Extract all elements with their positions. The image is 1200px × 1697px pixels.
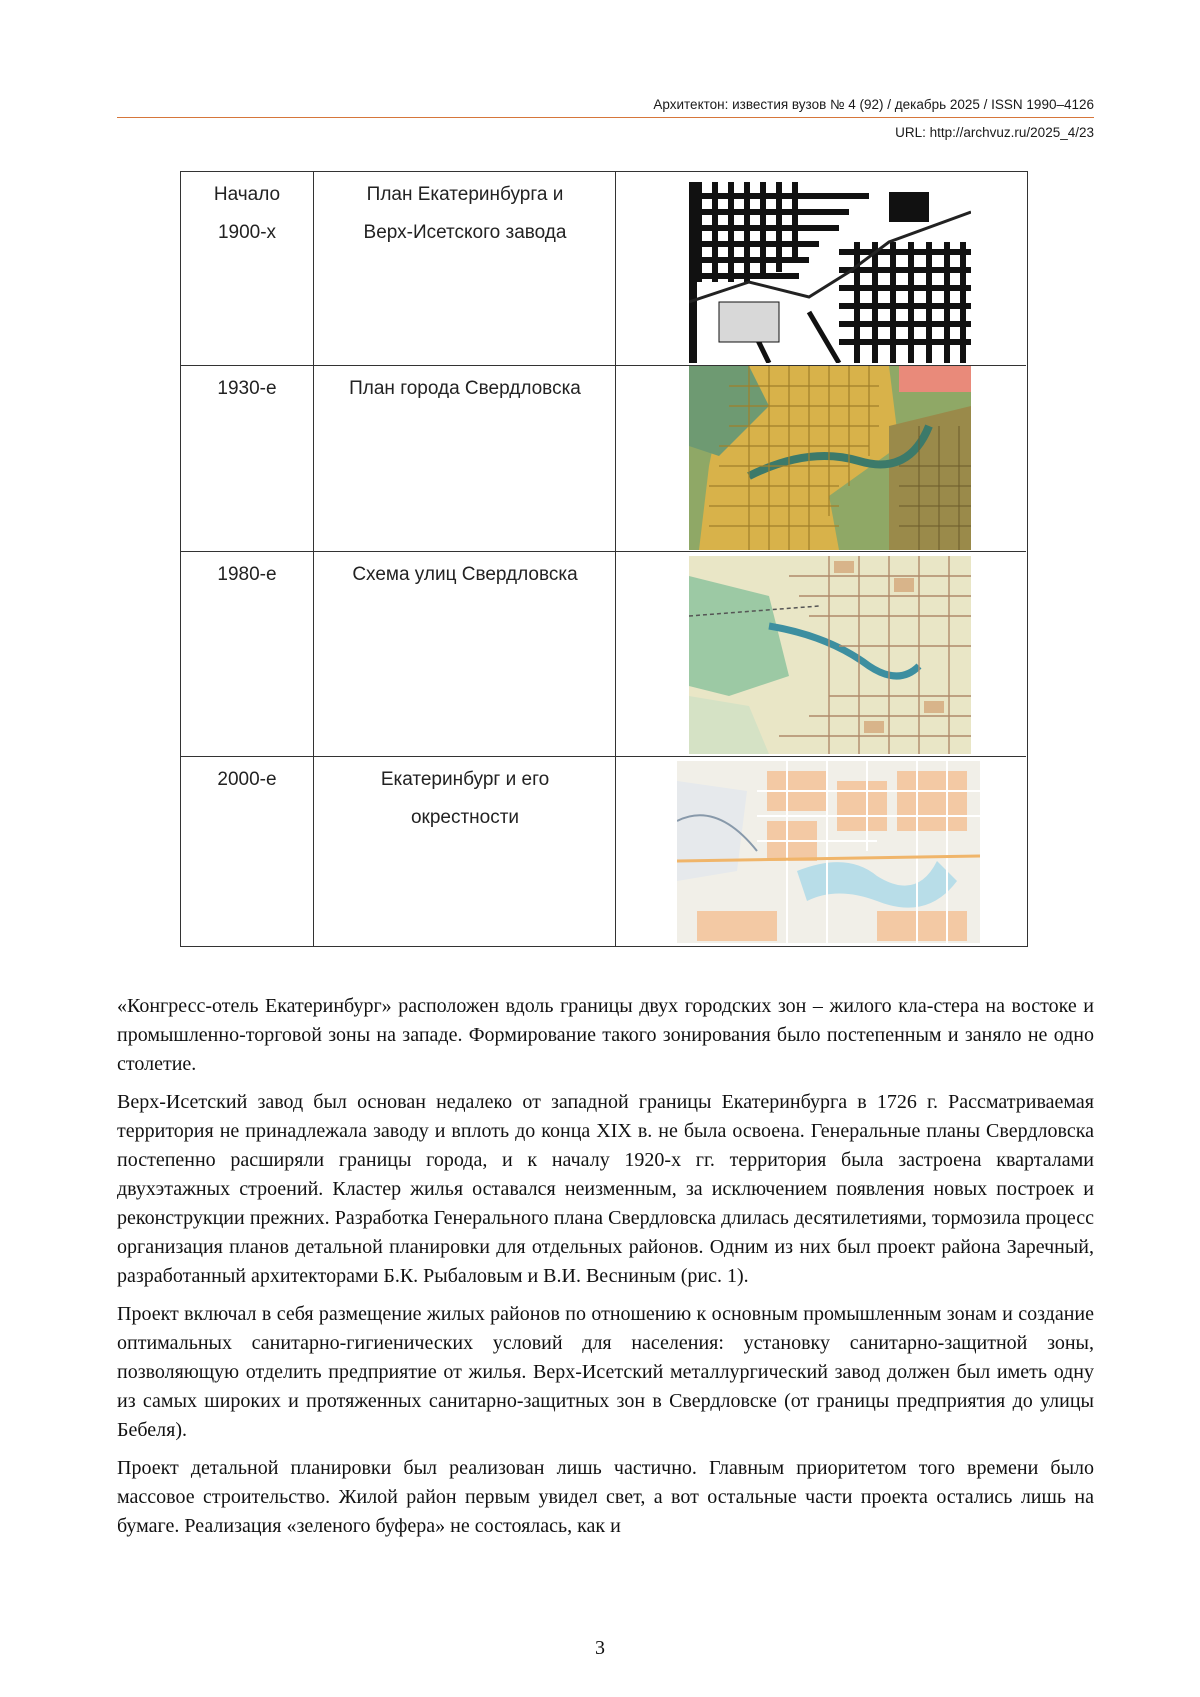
paragraph: Проект включал в себя размещение жилых районов по отношению к основным промышленным зонам и создание оптимальных санитарно-гигиенических условий для населения: установку санитарно-защитной зоны, позволяющую отделить предприятие от жилья. Верх-Исетский металлургический завод должен был иметь одну из самых широких и протяженных санитарно-защитных зон в Свердловске (от границы предприятия до улицы Бебеля). [117, 1303, 1094, 1441]
modern-city-map [677, 761, 980, 943]
map-title-cell: План Екатеринбурга и Верх-Исетского завода [363, 184, 567, 243]
table-row [181, 172, 1026, 366]
table-row [181, 552, 1026, 757]
article-body [117, 992, 1094, 1550]
map-title-cell: План города Свердловска [349, 378, 581, 399]
period-cell: Начало 1900-х [213, 184, 281, 243]
bw-city-plan-map [689, 182, 971, 363]
period-cell: 2000-е [217, 769, 277, 790]
running-header [117, 96, 1094, 142]
paragraph: Проект детальной планировки был реализован лишь частично. Главным приоритетом того времени было массовое строительство. Жилой район первым увидел свет, а вот остальные части проекта остались лишь на бумаге. Реализация «зеленого буфера» не состоялась, как и [117, 1457, 1094, 1537]
period-cell: 1930-е [217, 378, 277, 399]
header-rule [117, 117, 1094, 118]
table-row [181, 366, 1026, 552]
paragraph: Верх-Исетский завод был основан недалеко от западной границы Екатеринбурга в 1726 г. Рассматриваемая территория не принадлежала заводу и вплоть до конца XIX в. не была освоена. Генеральные планы Свердловска постепенно расширяли границы города, и к началу 1920-х гг. территория была застроена кварталами двухэтажных строений. Кластер жилья оставался неизменным, за исключением появления новых построек и реконструкции прежних. Разработка Генерального плана Свердловска длилась десятилетиями, тормозила процесс организация планов детальной планировки для отдельных районов. Одним из них был проект района Заречный, разработанный архитекторами Б.К. Рыбаловым и В.И. Весниным (рис. 1). [117, 1091, 1094, 1287]
map-title-cell: Схема улиц Свердловска [352, 564, 578, 585]
street-scheme-map [689, 556, 971, 754]
paragraph: «Конгресс-отель Екатеринбург» расположен вдоль границы двух городских зон – жилого кла-стера на востоке и промышленно-торговой зоны на западе. Формирование такого зонирования было постепенным и заняло не одно столетие. [117, 995, 1094, 1075]
page-number: 3 [595, 1637, 605, 1659]
colored-city-plan-map [689, 366, 971, 550]
journal-citation: Архитектон: известия вузов № 4 (92) / декабрь 2025 / ISSN 1990–4126 [653, 97, 1094, 112]
map-title-cell: Екатеринбург и его окрестности [380, 769, 550, 828]
figure-table [180, 171, 1028, 947]
article-url: URL: http://archvuz.ru/2025_4/23 [895, 125, 1094, 140]
period-cell: 1980-е [217, 564, 277, 585]
table-row [181, 757, 1026, 946]
